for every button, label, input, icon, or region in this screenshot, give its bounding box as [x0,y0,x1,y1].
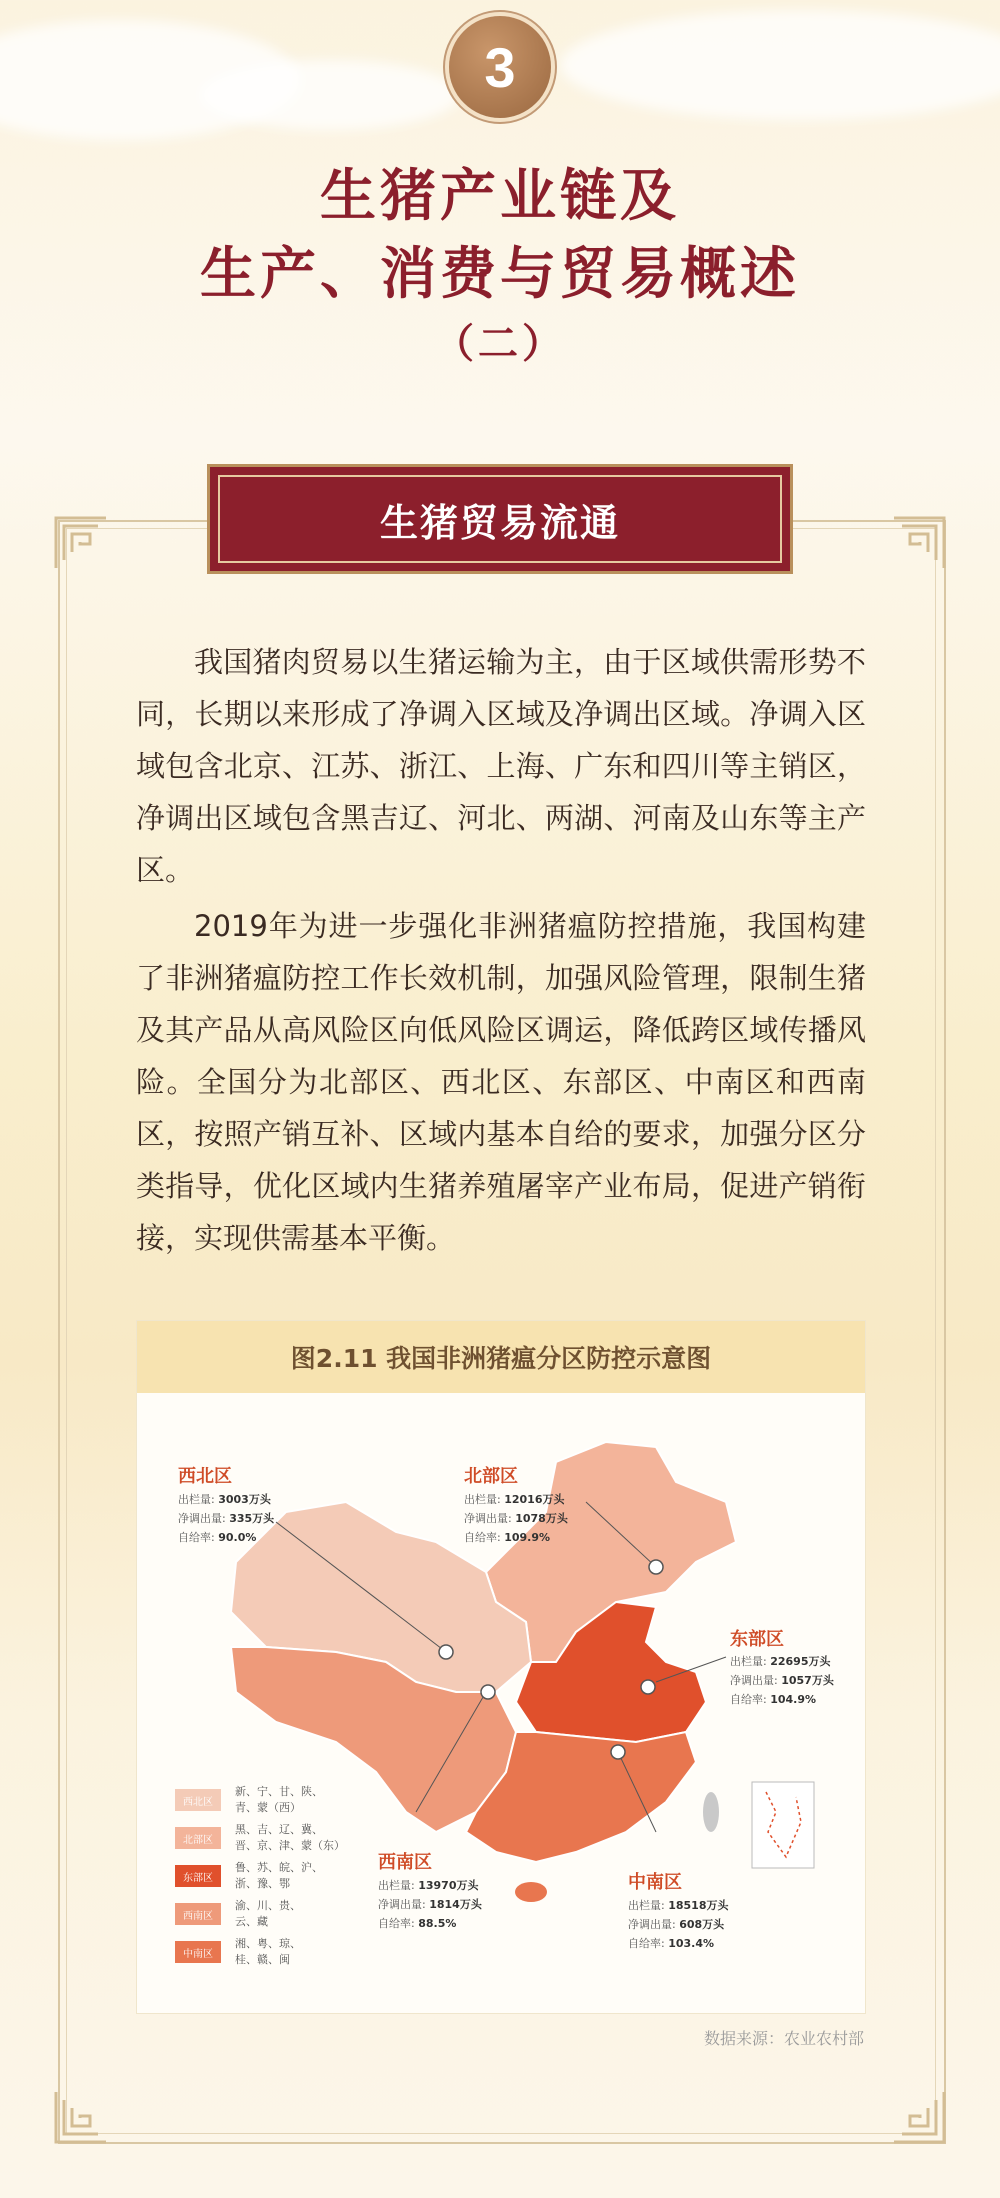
section-banner-title: 生猪贸易流通 [379,500,620,545]
marker-north [649,1560,663,1574]
marker-southwest [481,1685,495,1699]
south-china-sea-inset [752,1782,814,1868]
legend-swatch: 北部区 [175,1827,221,1849]
legend-item: 东部区 鲁、苏、皖、沪、 浙、豫、鄂 [175,1860,323,1892]
page-subtitle: （二） [434,320,566,367]
marker-central-south [611,1745,625,1759]
region-stats: 出栏量: 3003万头 净调出量: 335万头 自给率: 90.0% [178,1493,275,1544]
legend-swatch: 西南区 [175,1903,221,1925]
corner-ornament-icon [892,516,946,570]
paragraph-1: 我国猪肉贸易以生猪运输为主，由于区域供需形势不同，长期以来形成了净调入区域及净调出区域。净调入区域包含北京、江苏、浙江、上海、广东和四川等主销区，净调出区域包含黑吉辽、河北、两湖、河南及山东等主产区。 [136,645,866,887]
taiwan-island [703,1792,719,1832]
cloud-decoration [200,60,460,130]
page-title-line2: 生产、消费与贸易概述 [200,241,800,307]
marker-northwest [439,1645,453,1659]
region-stats: 出栏量: 22695万头 净调出量: 1057万头 自给率: 104.9% [730,1655,834,1706]
paragraph-2: 2019年为进一步强化非洲猪瘟防控措施，我国构建了非洲猪瘟防控工作长效机制，加强风险管理，限制生猪及其产品从高风险区向低风险区调运，降低跨区域传播风险。全国分为北部区、西北区、东部区、中南区和西南区，按照产销互补、区域内基本自给的要求，加强分区分类指导，优化区域内生猪养殖屠宰产业布局，促进产销衔接，实现供需基本平衡。 [136,909,866,1255]
hainan-island [515,1882,547,1902]
corner-ornament-icon [54,516,108,570]
legend-swatch: 西北区 [175,1789,221,1811]
section-number-badge [449,16,551,118]
corner-ornament-icon [54,2090,108,2144]
region-stats: 出栏量: 18518万头 净调出量: 608万头 自给率: 103.4% [628,1899,729,1950]
legend-swatch: 东部区 [175,1865,221,1887]
legend-item: 中南区 湘、粤、琼、 桂、赣、闽 [175,1936,301,1968]
cloud-decoration [560,10,1000,120]
section-banner [207,464,793,574]
legend-swatch: 中南区 [175,1941,221,1963]
data-source-note: 数据来源：农业农村部 [703,2029,864,2048]
legend-item: 西北区 新、宁、甘、陕、 青、蒙（西） [175,1784,323,1816]
corner-ornament-icon [892,2090,946,2144]
section-number: 3 [484,35,516,99]
marker-east [641,1680,655,1694]
figure-caption: 图2.11 我国非洲猪瘟分区防控示意图 [137,1321,865,1393]
region-stats: 出栏量: 12016万头 净调出量: 1078万头 自给率: 109.9% [464,1493,568,1544]
legend-item: 西南区 渝、川、贵、 云、藏 [175,1898,301,1930]
region-stats: 出栏量: 13970万头 净调出量: 1814万头 自给率: 88.5% [378,1879,482,1930]
legend-item: 北部区 黑、吉、辽、冀、 晋、京、津、蒙（东） [175,1822,345,1854]
page-title-line1: 生猪产业链及 [320,163,680,229]
